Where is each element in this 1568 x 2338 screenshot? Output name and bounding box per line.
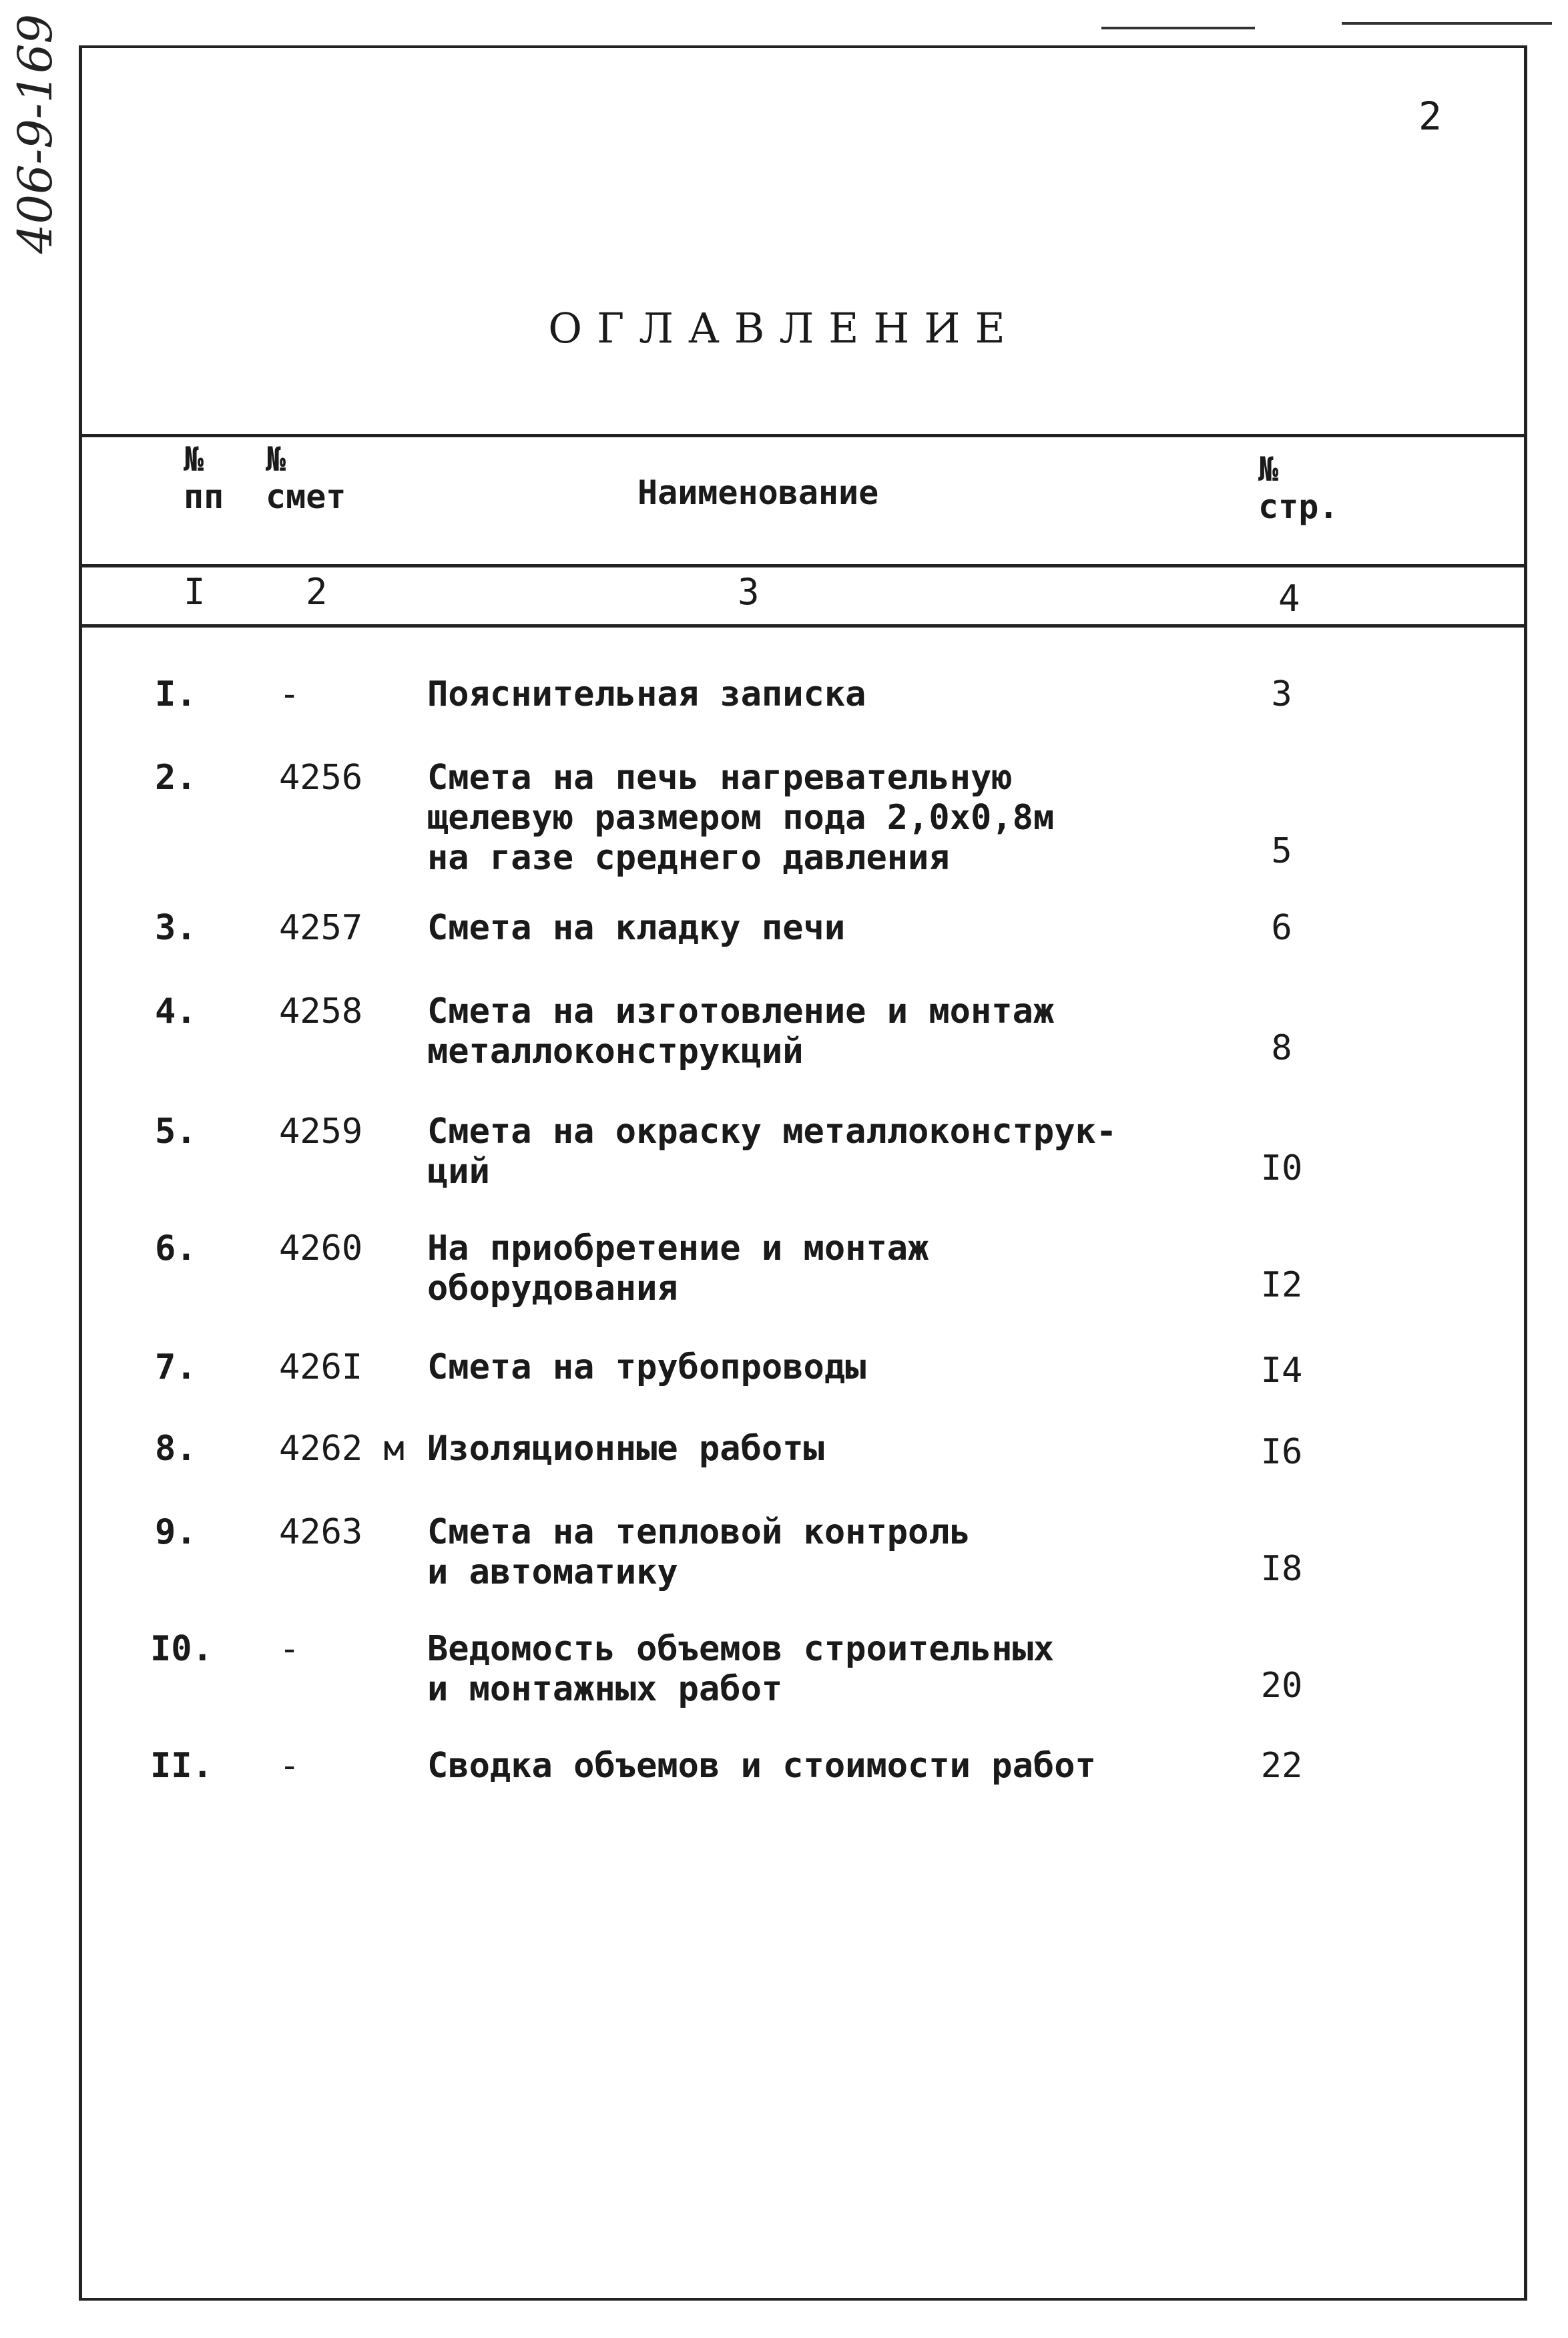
row-number: 7. [155,1347,197,1387]
header-mid-rule [79,564,1524,567]
row-page: 8 [1271,1028,1292,1068]
row-name: Ведомость объемов строительных и монтажных работ [427,1629,1055,1709]
row-number: 5. [155,1112,197,1152]
row-page: 5 [1271,831,1292,871]
row-name: Смета на кладку печи [427,908,846,948]
page-title: ОГЛАВЛЕНИЕ [548,304,1020,353]
row-smeta: - [279,1629,300,1669]
row-page: I8 [1260,1549,1303,1589]
row-smeta: 4262 м [279,1429,405,1469]
row-page: 3 [1271,674,1292,714]
row-number: 6. [155,1228,197,1268]
header-col-name: Наименование [637,473,879,512]
row-name: Изоляционные работы [427,1429,824,1469]
column-number-2: 2 [306,571,328,613]
row-smeta: 4258 [279,991,363,1031]
row-name: Смета на тепловой контроль и автоматику [427,1512,971,1592]
page-number: 2 [1418,93,1442,139]
row-smeta: 4259 [279,1112,363,1152]
row-number: 2. [155,758,197,798]
row-page: I0 [1260,1148,1303,1188]
row-smeta: 426I [279,1347,363,1387]
row-name: Сводка объемов и стоимости работ [427,1746,1096,1786]
row-page: I6 [1260,1432,1303,1472]
row-number: I. [155,674,197,714]
row-number: II. [150,1746,213,1786]
row-name: Смета на трубопроводы [427,1347,866,1387]
row-page: I4 [1260,1351,1303,1391]
row-smeta: 4263 [279,1512,363,1552]
column-number-1: I [184,571,206,613]
header-col-smeta: № смет [266,440,346,516]
row-name: Пояснительная записка [427,674,866,714]
row-name: Смета на изготовление и монтаж металлоконструкций [427,991,1055,1072]
row-page: 22 [1260,1746,1303,1786]
header-bottom-rule [79,624,1524,628]
row-smeta: - [279,1746,300,1786]
row-page: 6 [1271,908,1292,948]
header-col-page: № стр. [1258,450,1339,526]
side-code: 406-9-169 [8,13,63,254]
row-number: 9. [155,1512,197,1552]
row-number: 4. [155,991,197,1031]
top-dash-left [1101,27,1255,29]
row-smeta: 4256 [279,758,363,798]
row-page: I2 [1260,1265,1303,1305]
row-smeta: 4260 [279,1228,363,1268]
column-number-3: 3 [738,571,760,613]
row-name: На приобретение и монтаж оборудования [427,1228,929,1309]
row-number: I0. [150,1629,213,1669]
row-name: Смета на печь нагревательную щелевую размером пода 2,0х0,8м на газе среднего давления [427,758,1055,878]
row-smeta: 4257 [279,908,363,948]
row-page: 20 [1260,1666,1303,1706]
row-number: 8. [155,1429,197,1469]
row-name: Смета на окраску металлоконструк- ций [427,1112,1117,1192]
column-number-4: 4 [1278,577,1300,620]
header-col-no: № пп [184,440,224,516]
top-dash-right [1342,22,1552,25]
row-number: 3. [155,908,197,948]
row-smeta: - [279,674,300,714]
header-top-rule [79,434,1524,437]
